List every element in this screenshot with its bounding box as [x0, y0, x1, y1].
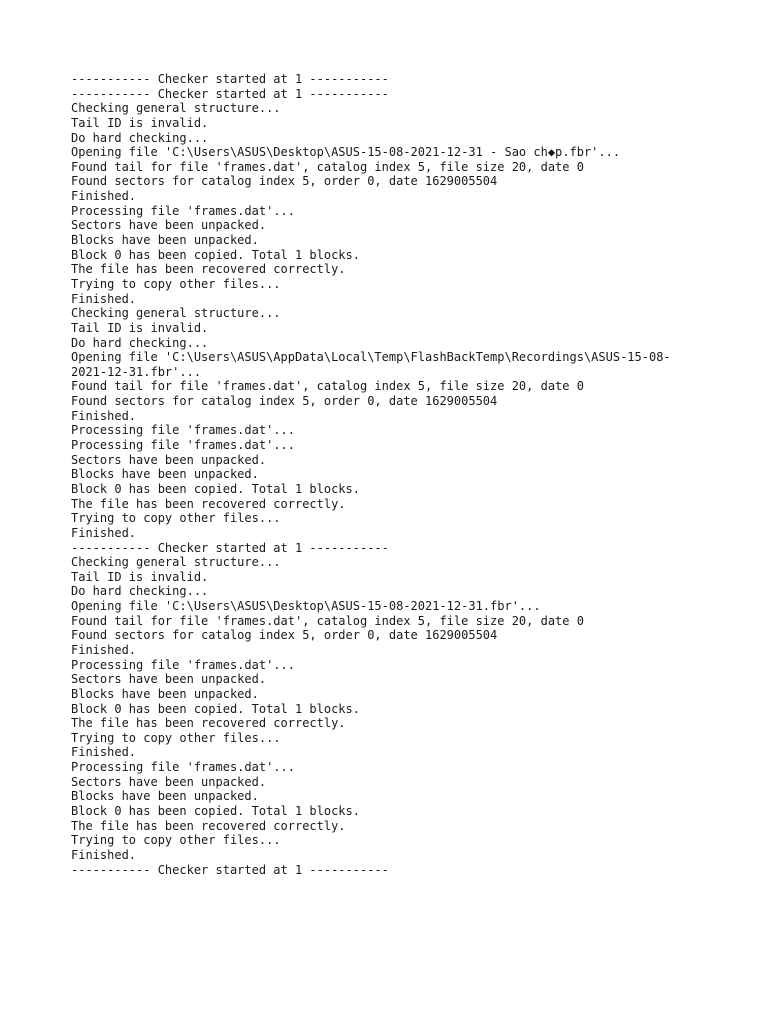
log-line: Block 0 has been copied. Total 1 blocks. [71, 701, 360, 716]
log-line: Finished. [71, 189, 137, 204]
log-line: Tail ID is invalid. [71, 320, 209, 335]
log-line: Do hard checking... [71, 584, 209, 599]
log-line: Finished. [71, 847, 137, 862]
log-line: 2021-12-31.fbr'... [71, 364, 202, 379]
log-line: Finished. [71, 525, 137, 540]
log-line: The file has been recovered correctly. [71, 496, 346, 511]
log-line: Block 0 has been copied. Total 1 blocks. [71, 247, 360, 262]
log-line: Trying to copy other files... [71, 511, 281, 526]
log-line: ----------- Checker started at 1 ----------- [71, 540, 389, 555]
log-line: Found tail for file 'frames.dat', catalog index 5, file size 20, date 0 [71, 159, 584, 174]
log-line: Blocks have been unpacked. [71, 233, 259, 248]
log-line: Trying to copy other files... [71, 276, 281, 291]
log-text-block [71, 72, 751, 877]
log-line: Finished. [71, 408, 137, 423]
log-line: The file has been recovered correctly. [71, 716, 346, 731]
log-line: Opening file 'C:\Users\ASUS\Desktop\ASUS-15-08-2021-12-31.fbr'... [71, 599, 541, 614]
log-line: Blocks have been unpacked. [71, 686, 259, 701]
log-line: Processing file 'frames.dat'... [71, 423, 295, 438]
log-line: Block 0 has been copied. Total 1 blocks. [71, 804, 360, 819]
log-line: ----------- Checker started at 1 ----------- [71, 72, 389, 86]
log-line: Do hard checking... [71, 335, 209, 350]
log-line: Tail ID is invalid. [71, 115, 209, 130]
log-line: Found tail for file 'frames.dat', catalog index 5, file size 20, date 0 [71, 613, 584, 628]
log-line: Tail ID is invalid. [71, 569, 209, 584]
log-line: ----------- Checker started at 1 ----------- [71, 86, 389, 101]
log-line: Sectors have been unpacked. [71, 452, 267, 467]
log-line: Found sectors for catalog index 5, order 0, date 1629005504 [71, 628, 498, 643]
log-line: Opening file 'C:\Users\ASUS\Desktop\ASUS-15-08-2021-12-31 - Sao ch◆p.fbr'... [71, 145, 621, 160]
log-line: Processing file 'frames.dat'... [71, 760, 295, 775]
log-line: Found sectors for catalog index 5, order 0, date 1629005504 [71, 174, 498, 189]
log-line: Processing file 'frames.dat'... [71, 657, 295, 672]
log-line: Found tail for file 'frames.dat', catalog index 5, file size 20, date 0 [71, 379, 584, 394]
log-line: Sectors have been unpacked. [71, 672, 267, 687]
log-line: Finished. [71, 745, 137, 760]
log-line: Opening file 'C:\Users\ASUS\AppData\Local\Temp\FlashBackTemp\Recordings\ASUS-15-08- [71, 350, 671, 365]
log-line: The file has been recovered correctly. [71, 818, 346, 833]
log-line: Checking general structure... [71, 101, 281, 116]
log-line: Found sectors for catalog index 5, order 0, date 1629005504 [71, 394, 498, 409]
log-line: Finished. [71, 291, 137, 306]
log-line: The file has been recovered correctly. [71, 262, 346, 277]
log-line: Blocks have been unpacked. [71, 789, 259, 804]
log-line: Sectors have been unpacked. [71, 774, 267, 789]
log-line: Processing file 'frames.dat'... [71, 203, 295, 218]
log-line: Checking general structure... [71, 555, 281, 570]
log-line: Trying to copy other files... [71, 730, 281, 745]
log-line: Do hard checking... [71, 130, 209, 145]
log-line: Processing file 'frames.dat'... [71, 438, 295, 453]
log-line: Checking general structure... [71, 306, 281, 321]
log-line: Block 0 has been copied. Total 1 blocks. [71, 481, 360, 496]
log-line: Finished. [71, 642, 137, 657]
log-line: ----------- Checker started at 1 ----------- [71, 862, 389, 877]
log-line: Trying to copy other files... [71, 833, 281, 848]
log-line: Sectors have been unpacked. [71, 218, 267, 233]
log-line: Blocks have been unpacked. [71, 467, 259, 482]
